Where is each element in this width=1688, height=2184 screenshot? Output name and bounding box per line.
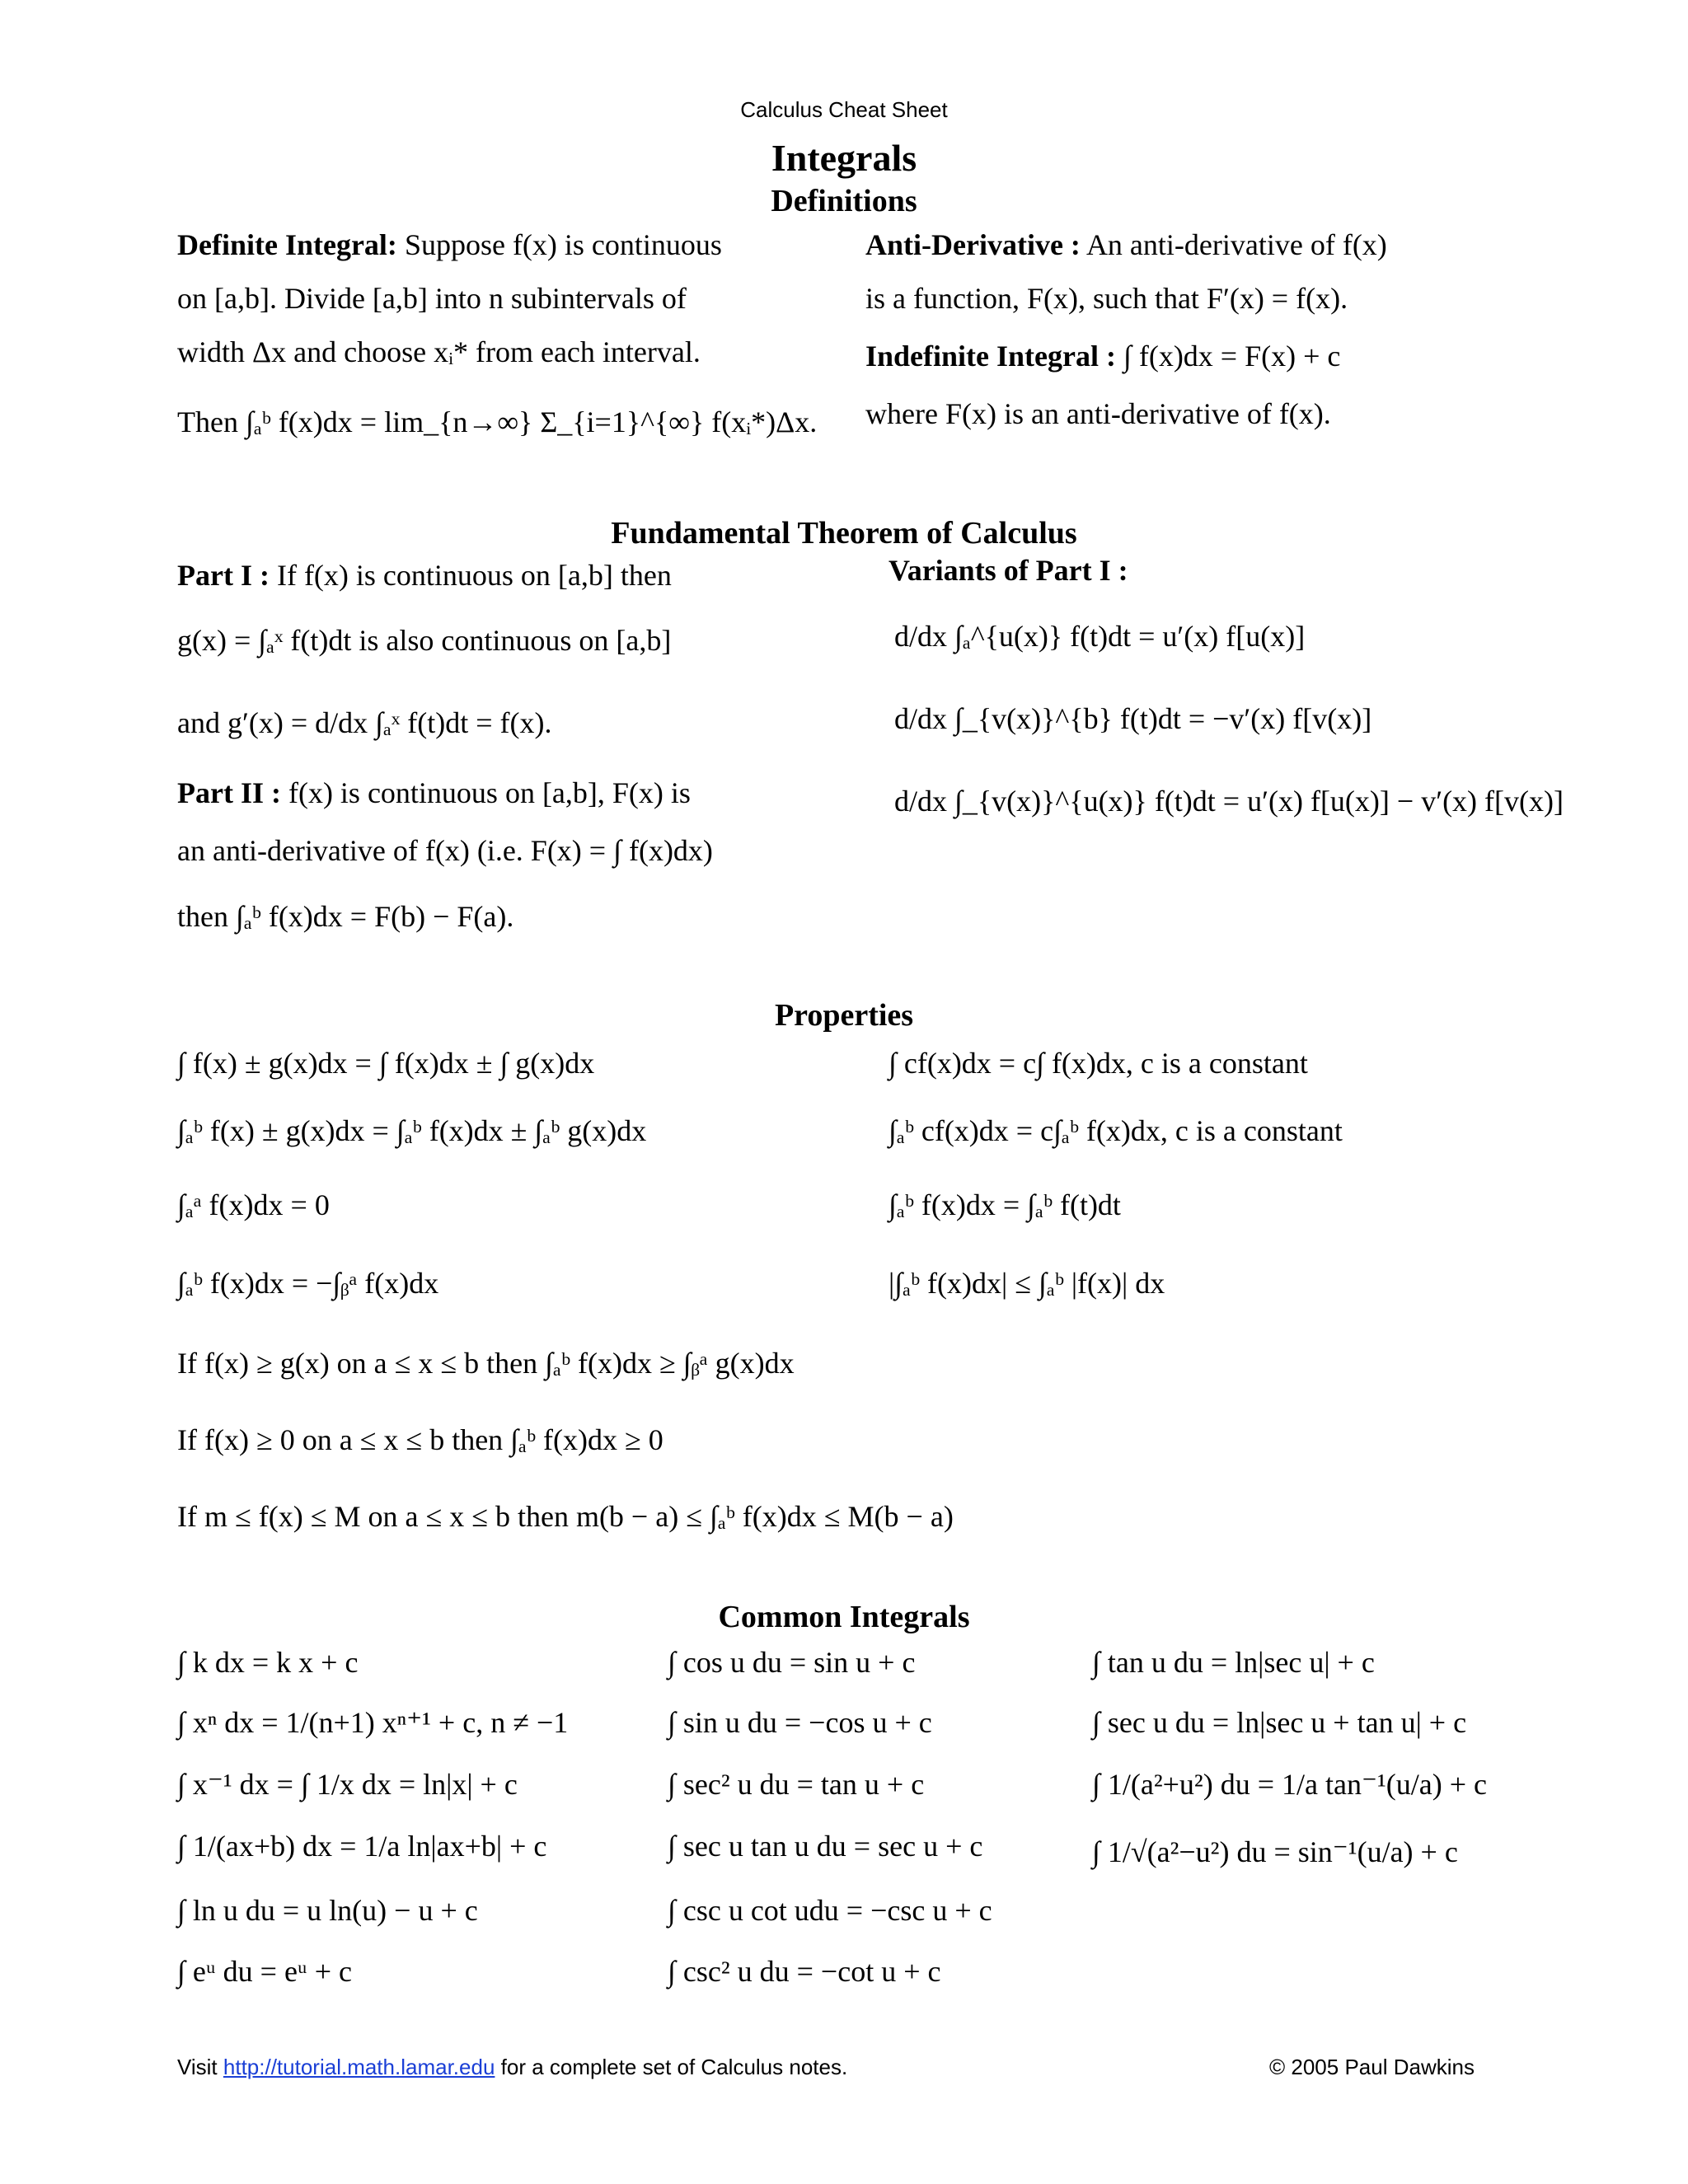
common-col3-2: ∫ sec u du = ln|sec u + tan u| + c [1092, 1706, 1467, 1739]
ftc-part2-text-1: f(x) is continuous on [a,b], F(x) is [288, 776, 691, 809]
anti-derivative-term: Anti-Derivative : [865, 228, 1081, 261]
anti-derivative-text-1: An anti-derivative of f(x) [1085, 228, 1387, 261]
common-col1-3: ∫ x⁻¹ dx = ∫ 1/x dx = ln|x| + c [177, 1768, 518, 1801]
common-col1-2: ∫ xⁿ dx = 1/(n+1) xⁿ⁺¹ + c, n ≠ −1 [177, 1706, 569, 1739]
definite-integral-line-4: Then ∫ₐᵇ f(x)dx = lim_{n→∞} Σ_{i=1}^{∞} f(xᵢ*)Δx. [177, 405, 818, 438]
ftc-part1-line-2: g(x) = ∫ₐˣ f(t)dt is also continuous on [a,b] [177, 624, 672, 657]
property-right-2: ∫ₐᵇ cf(x)dx = c∫ₐᵇ f(x)dx, c is a constant [889, 1114, 1343, 1147]
property-left-2: ∫ₐᵇ f(x) ± g(x)dx = ∫ₐᵇ f(x)dx ± ∫ₐᵇ g(x)dx [177, 1114, 647, 1147]
ftc-part1-term: Part I : [177, 559, 270, 592]
section-definitions: Definitions [771, 184, 917, 218]
ftc-variant-3: d/dx ∫_{v(x)}^{u(x)} f(t)dt = u′(x) f[u(x)] − v′(x) f[v(x)] [894, 785, 1564, 818]
definite-integral-text-1: Suppose f(x) is continuous [404, 228, 722, 261]
common-col2-5: ∫ csc u cot udu = −csc u + c [668, 1894, 992, 1927]
ftc-part2-line-2: an anti-derivative of f(x) (i.e. F(x) = ∫ f(x)dx) [177, 834, 713, 867]
indefinite-integral-line-1 [865, 338, 1340, 374]
definite-integral-line-2: on [a,b]. Divide [a,b] into n subintervals of [177, 282, 687, 315]
ftc-part1-line-1 [177, 557, 672, 593]
anti-derivative-line-2: is a function, F(x), such that F′(x) = f(x). [865, 282, 1348, 315]
ftc-variant-1: d/dx ∫ₐ^{u(x)} f(t)dt = u′(x) f[u(x)] [894, 620, 1306, 653]
page-header: Calculus Cheat Sheet [740, 97, 948, 122]
common-col2-6: ∫ csc² u du = −cot u + c [668, 1955, 941, 1988]
common-col1-1: ∫ k dx = k x + c [177, 1646, 359, 1679]
indefinite-integral-term: Indefinite Integral : [865, 340, 1116, 373]
ftc-variant-2: d/dx ∫_{v(x)}^{b} f(t)dt = −v′(x) f[v(x)] [894, 702, 1372, 735]
indefinite-integral-formula: ∫ f(x)dx = F(x) + c [1123, 340, 1341, 373]
property-right-4: |∫ₐᵇ f(x)dx| ≤ ∫ₐᵇ |f(x)| dx [889, 1267, 1165, 1300]
property-left-1: ∫ f(x) ± g(x)dx = ∫ f(x)dx ± ∫ g(x)dx [177, 1047, 595, 1080]
common-col1-6: ∫ eᵘ du = eᵘ + c [177, 1955, 352, 1988]
section-properties: Properties [774, 998, 914, 1033]
property-right-1: ∫ cf(x)dx = c∫ f(x)dx, c is a constant [889, 1047, 1308, 1080]
common-col3-4: ∫ 1/√(a²−u²) du = sin⁻¹(u/a) + c [1092, 1835, 1458, 1868]
common-col2-1: ∫ cos u du = sin u + c [668, 1646, 916, 1679]
property-right-3: ∫ₐᵇ f(x)dx = ∫ₐᵇ f(t)dt [889, 1188, 1121, 1221]
ftc-part1-text-1: If f(x) is continuous on [a,b] then [276, 559, 672, 592]
ftc-part2-line-3: then ∫ₐᵇ f(x)dx = F(b) − F(a). [177, 900, 514, 933]
definite-integral-term: Definite Integral: [177, 228, 397, 261]
section-ftc: Fundamental Theorem of Calculus [611, 516, 1077, 551]
property-full-2: If f(x) ≥ 0 on a ≤ x ≤ b then ∫ₐᵇ f(x)dx ≥ 0 [177, 1423, 663, 1456]
footer-link[interactable]: http://tutorial.math.lamar.edu [223, 2055, 495, 2079]
page-title: Integrals [771, 137, 917, 179]
footer-note [177, 2055, 847, 2080]
ftc-part2-term: Part II : [177, 776, 281, 809]
property-full-3: If m ≤ f(x) ≤ M on a ≤ x ≤ b then m(b − a) ≤ ∫ₐᵇ f(x)dx ≤ M(b − a) [177, 1500, 954, 1533]
ftc-part1-line-3: and g′(x) = d/dx ∫ₐˣ f(t)dt = f(x). [177, 706, 552, 739]
common-col3-3: ∫ 1/(a²+u²) du = 1/a tan⁻¹(u/a) + c [1092, 1768, 1488, 1801]
footer-rest: for a complete set of Calculus notes. [500, 2055, 848, 2079]
common-col1-4: ∫ 1/(ax+b) dx = 1/a ln|ax+b| + c [177, 1830, 547, 1863]
common-col2-4: ∫ sec u tan u du = sec u + c [668, 1830, 983, 1863]
section-common-integrals: Common Integrals [718, 1600, 970, 1634]
anti-derivative-line-1 [865, 227, 1387, 263]
footer-copyright: © 2005 Paul Dawkins [1269, 2055, 1475, 2079]
footer-visit: Visit [177, 2055, 218, 2079]
property-left-3: ∫ₐᵃ f(x)dx = 0 [177, 1188, 330, 1221]
indefinite-integral-line-2: where F(x) is an anti-derivative of f(x). [865, 397, 1331, 430]
ftc-part2-line-1 [177, 775, 691, 811]
property-full-1: If f(x) ≥ g(x) on a ≤ x ≤ b then ∫ₐᵇ f(x)dx ≥ ∫ᵦᵃ g(x)dx [177, 1347, 795, 1380]
common-col2-2: ∫ sin u du = −cos u + c [668, 1706, 932, 1739]
common-col3-1: ∫ tan u du = ln|sec u| + c [1092, 1646, 1375, 1679]
definite-integral-line-1 [177, 227, 722, 263]
common-col1-5: ∫ ln u du = u ln(u) − u + c [177, 1894, 478, 1927]
definite-integral-line-3: width Δx and choose xᵢ* from each interval. [177, 335, 701, 368]
property-left-4: ∫ₐᵇ f(x)dx = −∫ᵦᵃ f(x)dx [177, 1267, 439, 1300]
common-col2-3: ∫ sec² u du = tan u + c [668, 1768, 925, 1801]
ftc-variants-title: Variants of Part I : [889, 554, 1128, 587]
